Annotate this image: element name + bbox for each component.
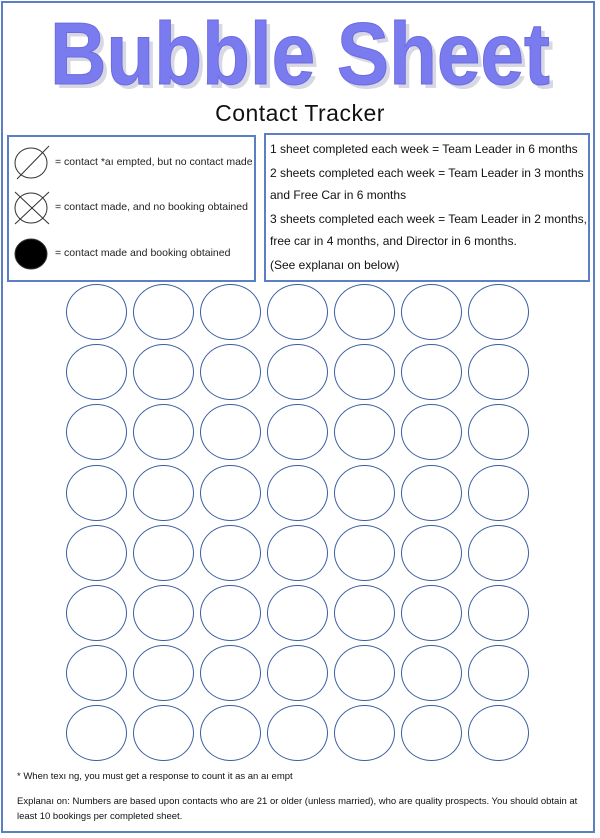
slash-circle-icon xyxy=(13,143,53,183)
bubble-r1-c6[interactable] xyxy=(401,284,462,340)
bubble-r7-c5[interactable] xyxy=(334,645,395,701)
bubble-r2-c1[interactable] xyxy=(66,344,127,400)
page-title: Bubble Sheet xyxy=(50,6,550,103)
bubble-r6-c3[interactable] xyxy=(200,585,261,641)
bubble-r3-c2[interactable] xyxy=(133,404,194,460)
bubble-r7-c4[interactable] xyxy=(267,645,328,701)
filled-circle-icon xyxy=(13,234,53,274)
bubble-r7-c7[interactable] xyxy=(468,645,529,701)
bubble-r8-c4[interactable] xyxy=(267,705,328,761)
legend-box xyxy=(7,135,256,282)
bubble-r5-c2[interactable] xyxy=(133,525,194,581)
bubble-r5-c5[interactable] xyxy=(334,525,395,581)
legend-row-booked xyxy=(13,234,253,274)
bubble-r6-c1[interactable] xyxy=(66,585,127,641)
goal-two-sheets: 2 sheets completed each week = Team Leader in 3 months and Free Car in 6 months xyxy=(270,166,584,202)
bubble-r5-c4[interactable] xyxy=(267,525,328,581)
bubble-r7-c2[interactable] xyxy=(133,645,194,701)
bubble-r6-c6[interactable] xyxy=(401,585,462,641)
bubble-r3-c6[interactable] xyxy=(401,404,462,460)
bubble-r3-c5[interactable] xyxy=(334,404,395,460)
legend-label-booked: = contact made and booking obtained xyxy=(55,247,231,259)
bubble-r4-c5[interactable] xyxy=(334,465,395,521)
goal-three-sheets: 3 sheets completed each week = Team Leader in 2 months, free car in 4 months, and Director in 6 months. xyxy=(270,212,587,248)
bubble-r8-c1[interactable] xyxy=(66,705,127,761)
bubble-r2-c4[interactable] xyxy=(267,344,328,400)
bubble-r6-c2[interactable] xyxy=(133,585,194,641)
bubble-r6-c5[interactable] xyxy=(334,585,395,641)
bubble-r4-c3[interactable] xyxy=(200,465,261,521)
bubble-r6-c7[interactable] xyxy=(468,585,529,641)
bubble-r4-c7[interactable] xyxy=(468,465,529,521)
bubble-r2-c7[interactable] xyxy=(468,344,529,400)
goals-box xyxy=(264,133,590,282)
bubble-r5-c7[interactable] xyxy=(468,525,529,581)
crossed-circle-icon xyxy=(13,188,53,228)
bubble-r8-c2[interactable] xyxy=(133,705,194,761)
bubble-r1-c7[interactable] xyxy=(468,284,529,340)
bubble-r3-c4[interactable] xyxy=(267,404,328,460)
bubble-r2-c6[interactable] xyxy=(401,344,462,400)
bubble-r1-c5[interactable] xyxy=(334,284,395,340)
bubble-r2-c2[interactable] xyxy=(133,344,194,400)
legend-label-attempted: = contact *aı empted, but no contact made xyxy=(55,156,253,168)
bubble-r3-c7[interactable] xyxy=(468,404,529,460)
title-shadow: Bubble Sheet xyxy=(54,8,554,106)
bubble-r1-c3[interactable] xyxy=(200,284,261,340)
bubble-r1-c2[interactable] xyxy=(133,284,194,340)
bubble-r7-c3[interactable] xyxy=(200,645,261,701)
bubble-r7-c6[interactable] xyxy=(401,645,462,701)
bubble-r5-c3[interactable] xyxy=(200,525,261,581)
legend-row-attempted xyxy=(13,143,253,183)
bubble-grid xyxy=(66,284,556,764)
bubble-r4-c6[interactable] xyxy=(401,465,462,521)
bubble-r7-c1[interactable] xyxy=(66,645,127,701)
bubble-r3-c1[interactable] xyxy=(66,404,127,460)
bubble-r2-c5[interactable] xyxy=(334,344,395,400)
bubble-r2-c3[interactable] xyxy=(200,344,261,400)
title-banner xyxy=(40,6,560,106)
bubble-r8-c5[interactable] xyxy=(334,705,395,761)
bubble-r3-c3[interactable] xyxy=(200,404,261,460)
bubble-r1-c1[interactable] xyxy=(66,284,127,340)
bubble-r5-c6[interactable] xyxy=(401,525,462,581)
bubble-r6-c4[interactable] xyxy=(267,585,328,641)
bubble-r8-c7[interactable] xyxy=(468,705,529,761)
bubble-r1-c4[interactable] xyxy=(267,284,328,340)
goal-see-explanation: (See explanaı on below) xyxy=(270,258,400,272)
bubble-r4-c1[interactable] xyxy=(66,465,127,521)
goal-one-sheet: 1 sheet completed each week = Team Leader in 6 months xyxy=(270,142,578,156)
bubble-r4-c4[interactable] xyxy=(267,465,328,521)
bubble-r4-c2[interactable] xyxy=(133,465,194,521)
legend-label-no-booking: = contact made, and no booking obtained xyxy=(55,201,248,213)
bubble-r8-c6[interactable] xyxy=(401,705,462,761)
page-subtitle: Contact Tracker xyxy=(215,100,385,126)
legend-row-no-booking xyxy=(13,188,253,228)
explanation: Explanaı on: Numbers are based upon contacts who are 21 or older (unless married), who are quality prospects. You should obtain at least 10 bookings per completed sheet. xyxy=(17,796,578,822)
footnote: * When texı ng, you must get a response to count it as an aı empt xyxy=(17,771,293,782)
bubble-r5-c1[interactable] xyxy=(66,525,127,581)
bubble-r8-c3[interactable] xyxy=(200,705,261,761)
